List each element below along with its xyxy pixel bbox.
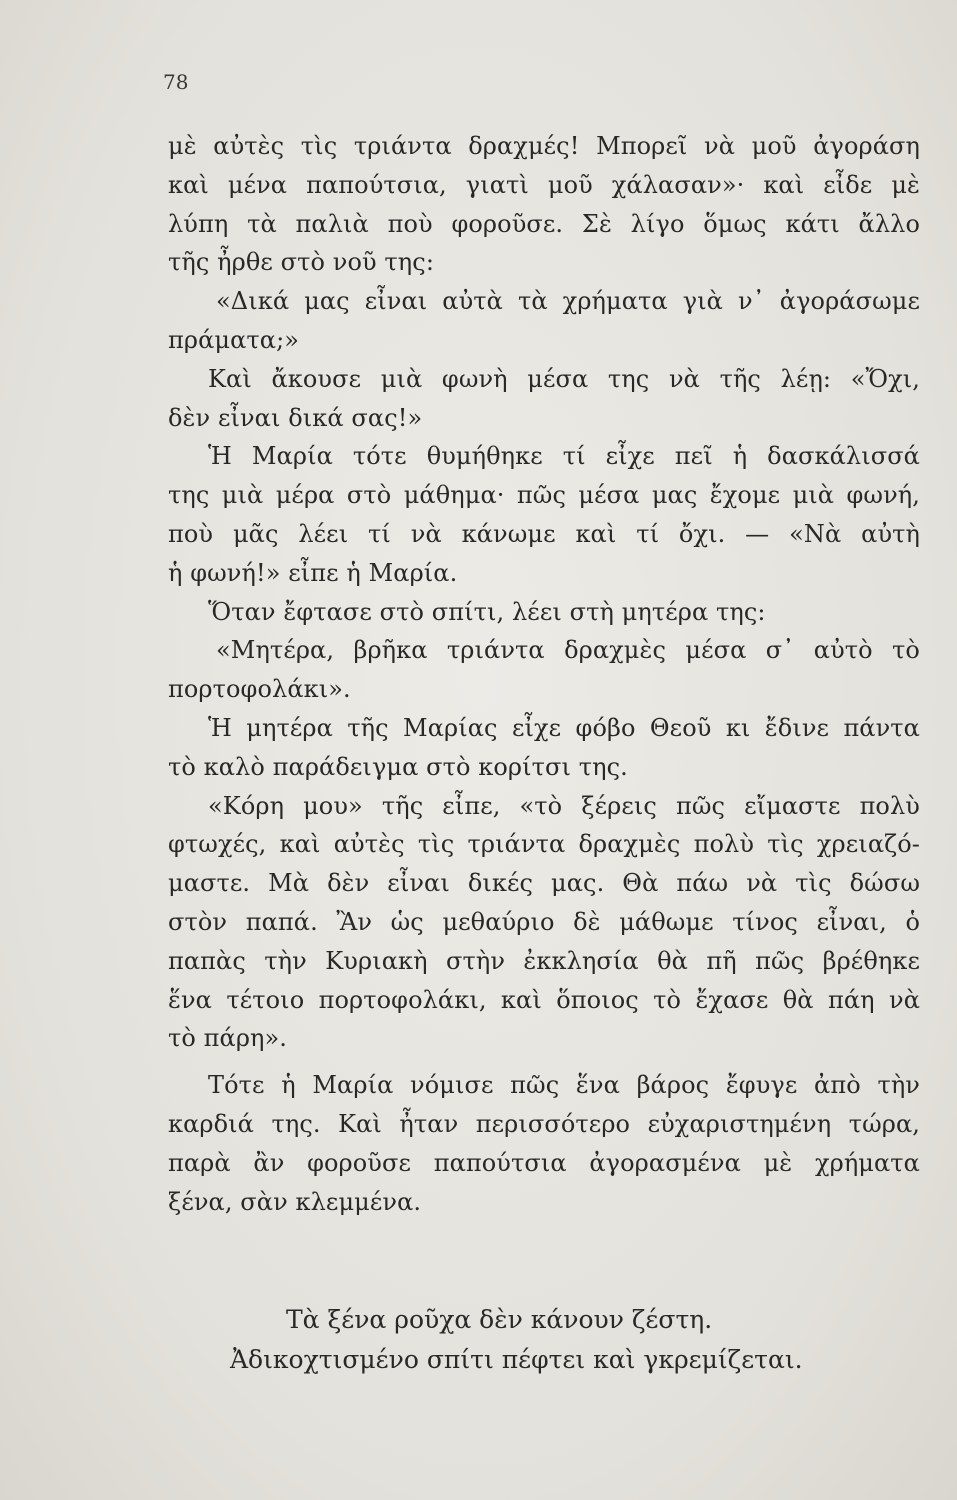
text-line: Ἡ μητέρα τῆς Μαρίας εἶχε φόβο Θεοῦ κι ἔδινε πάντα xyxy=(208,713,920,742)
text-line: ξένα, σὰν κλεμμένα. xyxy=(168,1187,422,1216)
proverbs xyxy=(168,1300,920,1380)
text-line: δὲν εἶναι δικά σας!» xyxy=(168,403,423,432)
text-line: Ὅταν ἔφτασε στὸ σπίτι, λέει στὴ μητέρα της: xyxy=(208,597,766,626)
text-line: «Μητέρα, βρῆκα τριάντα δραχμὲς μέσα σ᾽ αὐτὸ τὸ xyxy=(216,636,920,665)
text-line: μὲ αὐτὲς τὶς τριάντα δραχμές! Μπορεῖ νὰ μοῦ ἀγοράση xyxy=(168,132,920,160)
text-line: πράματα;» xyxy=(168,325,300,354)
text-line: ποὺ μᾶς λέει τί νὰ κάνωμε καὶ τί ὄχι. — «Νὰ αὐτὴ xyxy=(168,519,920,548)
text-line: της μιὰ μέρα στὸ μάθημα· πῶς μέσα μας ἔχομε μιὰ φωνή, xyxy=(168,481,920,510)
text-line: λύπη τὰ παλιὰ ποὺ φοροῦσε. Σὲ λίγο ὅμως κάτι ἄλλο xyxy=(168,209,920,238)
paragraph-gap xyxy=(168,1058,920,1066)
page-number: 78 xyxy=(163,70,189,94)
text-line: «Δικά μας εἶναι αὐτὰ τὰ χρήματα γιὰ ν᾽ ἀγοράσωμε xyxy=(216,287,920,316)
text-line: παρὰ ἂν φοροῦσε παπούτσια ἀγορασμένα μὲ χρήματα xyxy=(168,1148,920,1177)
text-line: ἕνα τέτοιο πορτοφολάκι, καὶ ὅποιος τὸ ἔχασε θὰ πάη νὰ xyxy=(168,985,920,1014)
text-line: καὶ μένα παπούτσια, γιατὶ μοῦ χάλασαν»· καὶ εἶδε μὲ xyxy=(168,170,920,199)
text-line: ἡ φωνή!» εἶπε ἡ Μαρία. xyxy=(168,558,458,587)
text-line: στὸν παπά. Ἂν ὡς μεθαύριο δὲ μάθωμε τίνος εἶναι, ὁ xyxy=(168,907,920,936)
text-line: καρδιά της. Καὶ ἦταν περισσότερο εὐχαριστημένη τώρα, xyxy=(168,1109,920,1138)
text-line: φτωχές, καὶ αὐτὲς τὶς τριάντα δραχμὲς πολὺ τὶς χρειαζό- xyxy=(168,830,920,859)
text-line: τῆς ἦρθε στὸ νοῦ της: xyxy=(168,248,435,277)
proverb-line: Ἀδικοχτισμένο σπίτι πέφτει καὶ γκρεμίζεται. xyxy=(230,1345,803,1374)
text-line: τὸ πάρη». xyxy=(168,1024,288,1053)
text-line: τὸ καλὸ παράδειγμα στὸ κορίτσι της. xyxy=(168,752,628,781)
text-line: μαστε. Μὰ δὲν εἶναι δικές μας. Θὰ πάω νὰ τὶς δώσω xyxy=(168,869,920,898)
text-line: Τότε ἡ Μαρία νόμισε πῶς ἕνα βάρος ἔφυγε ἀπὸ τὴν xyxy=(208,1071,920,1100)
text-line: παπὰς τὴν Κυριακὴ στὴν ἐκκλησία θὰ πῆ πῶς βρέθηκε xyxy=(168,946,920,975)
proverb-line: Τὰ ξένα ροῦχα δὲν κάνουν ζέστη. xyxy=(286,1305,713,1334)
text-line: Καὶ ἄκουσε μιὰ φωνὴ μέσα της νὰ τῆς λέῃ: «Ὄχι, xyxy=(208,364,920,393)
body-text xyxy=(168,127,920,1221)
text-line: «Κόρη μου» τῆς εἶπε, «τὸ ξέρεις πῶς εἴμαστε πολὺ xyxy=(208,791,920,820)
text-line: Ἡ Μαρία τότε θυμήθηκε τί εἶχε πεῖ ἡ δασκάλισσά xyxy=(208,442,920,471)
text-line: πορτοφολάκι». xyxy=(168,675,351,704)
